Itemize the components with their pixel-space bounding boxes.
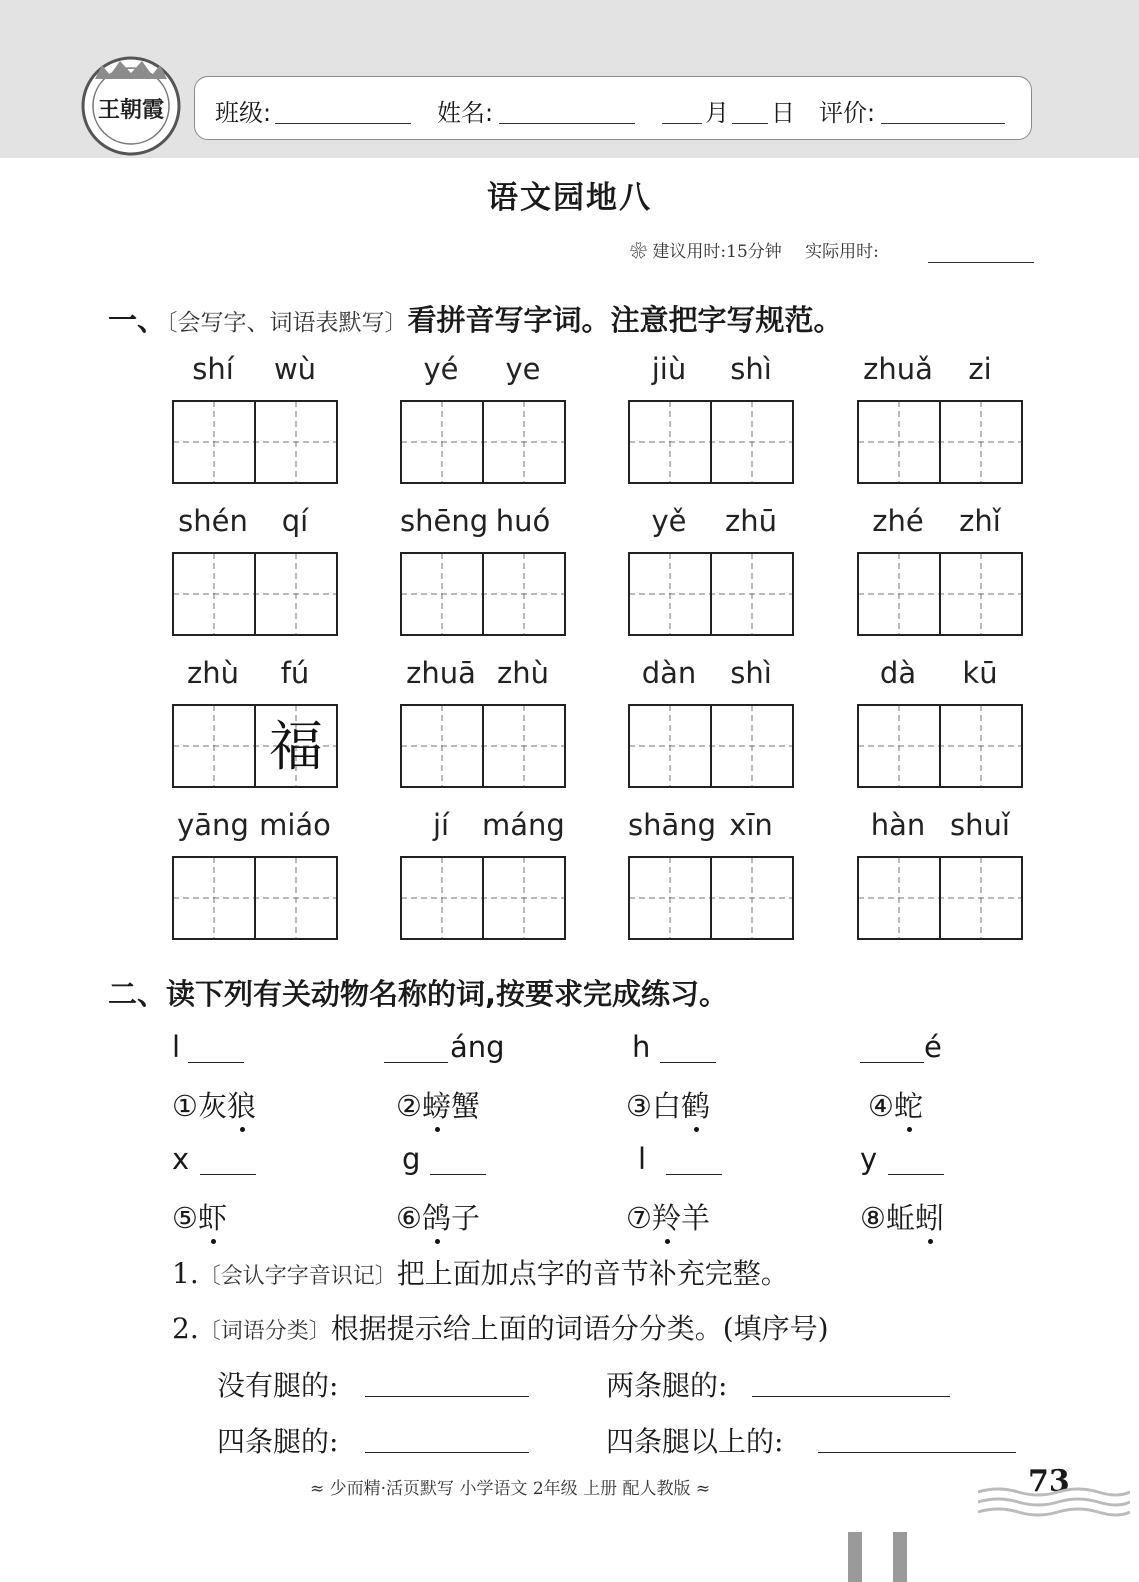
page-number: 73: [1028, 1464, 1070, 1499]
pinyin-syllable: yāng: [177, 808, 249, 842]
pinyin-blank[interactable]: [860, 1062, 924, 1063]
pinyin-syllable: wù: [273, 352, 317, 386]
writing-box[interactable]: [172, 704, 338, 788]
name-field[interactable]: [499, 123, 635, 124]
pinyin-syllable: qí: [281, 504, 309, 538]
class-label: 班级:: [215, 99, 272, 127]
writing-box[interactable]: [400, 400, 566, 484]
pinyin-syllable: shí: [192, 352, 234, 386]
pinyin-syllable: shuǐ: [950, 808, 1010, 842]
pinyin-syllable: jí: [432, 808, 450, 842]
writing-box[interactable]: [628, 856, 794, 940]
pinyin-hint: x: [172, 1142, 190, 1176]
class-field[interactable]: [275, 123, 411, 124]
pinyin-syllable: zhù: [497, 656, 549, 690]
eval-label: 评价:: [819, 99, 876, 127]
animal-word: ⑥鸽子: [396, 1201, 481, 1235]
category-four-legs-blank[interactable]: [365, 1452, 529, 1453]
category-four-legs: 四条腿的:: [217, 1425, 339, 1458]
category-no-legs-blank[interactable]: [365, 1396, 529, 1397]
pinyin-syllable: zhuā: [406, 656, 476, 690]
pinyin-syllable: zhuǎ: [863, 352, 933, 386]
pinyin-syllable: miáo: [259, 808, 331, 842]
pinyin-blank[interactable]: [660, 1062, 716, 1063]
day-label: 日: [771, 99, 795, 127]
category-more-legs: 四条腿以上的:: [606, 1425, 784, 1458]
dotted-character: 狼: [227, 1089, 257, 1123]
pinyin-syllable: hàn: [870, 808, 926, 842]
month-field[interactable]: [662, 123, 702, 124]
dotted-character: 蛇: [894, 1089, 924, 1123]
animal-word: ④蛇: [868, 1089, 924, 1123]
category-more-legs-blank[interactable]: [818, 1452, 1016, 1453]
writing-box[interactable]: [172, 400, 338, 484]
writing-box[interactable]: [400, 856, 566, 940]
pinyin-blank[interactable]: [200, 1174, 256, 1175]
dotted-character: 蚓: [915, 1201, 945, 1235]
pinyin-hint: é: [924, 1030, 942, 1064]
pinyin-syllable: xīn: [729, 808, 773, 842]
pinyin-blank[interactable]: [666, 1174, 722, 1175]
pinyin-syllable: shén: [178, 504, 248, 538]
written-character: 福: [269, 715, 323, 778]
pinyin-blank[interactable]: [430, 1174, 486, 1175]
pinyin-syllable: dàn: [641, 656, 697, 690]
writing-box[interactable]: [628, 704, 794, 788]
page-title: 语文园地八: [487, 180, 652, 216]
animal-word: ⑤虾: [172, 1201, 228, 1235]
dotted-character: 螃: [422, 1089, 452, 1123]
publisher-logo: [80, 55, 182, 157]
pinyin-syllable: huó: [495, 504, 551, 538]
pinyin-syllable: shāng: [628, 808, 717, 842]
pinyin-syllable: fú: [280, 656, 310, 690]
dotted-character: 鸽: [422, 1201, 452, 1235]
pinyin-blank[interactable]: [188, 1062, 244, 1063]
pinyin-syllable: zhū: [725, 504, 777, 538]
writing-box[interactable]: [857, 856, 1023, 940]
dotted-character: 鹤: [681, 1089, 711, 1123]
section1-instruction: 看拼音写字词。注意把字写规范。: [407, 303, 843, 337]
writing-box[interactable]: [172, 552, 338, 636]
dotted-character: 虾: [198, 1201, 228, 1235]
pinyin-blank[interactable]: [888, 1174, 944, 1175]
pinyin-syllable: shēng: [400, 504, 489, 538]
actual-time-label: 实际用时:: [805, 242, 879, 262]
writing-box[interactable]: [400, 552, 566, 636]
category-no-legs: 没有腿的:: [217, 1369, 339, 1402]
section2-heading: 二、读下列有关动物名称的词,按要求完成练习。: [108, 977, 729, 1011]
pinyin-blank[interactable]: [384, 1062, 448, 1063]
question-2: 2.〔词语分类〕根据提示给上面的词语分分类。(填序号): [172, 1312, 829, 1345]
writing-box[interactable]: [628, 552, 794, 636]
writing-box[interactable]: [857, 400, 1023, 484]
name-label: 姓名:: [437, 99, 494, 127]
actual-time-field[interactable]: [928, 262, 1034, 263]
category-two-legs: 两条腿的:: [606, 1369, 728, 1402]
pinyin-syllable: zhù: [187, 656, 239, 690]
pinyin-syllable: yě: [651, 504, 687, 538]
section1-heading: 一、〔会写字、词语表默写〕看拼音写字词。注意把字写规范。: [108, 303, 843, 337]
pinyin-hint: g: [402, 1142, 421, 1176]
page-tab-marker: [848, 1532, 862, 1582]
pinyin-hint: áng: [450, 1030, 505, 1064]
day-field[interactable]: [732, 123, 768, 124]
pinyin-syllable: zhé: [872, 504, 924, 538]
pinyin-hint: l: [172, 1030, 181, 1064]
pinyin-syllable: zhǐ: [959, 504, 1001, 538]
animal-word: ①灰狼: [172, 1089, 257, 1123]
suggested-time: 建议用时:15分钟: [652, 242, 782, 262]
flower-icon: ❀: [630, 242, 647, 262]
category-two-legs-blank[interactable]: [752, 1396, 950, 1397]
wave-decoration: [978, 1484, 1130, 1524]
question-1: 1.〔会认字字音识记〕把上面加点字的音节补充完整。: [172, 1257, 789, 1290]
page-tab-marker: [893, 1532, 907, 1582]
pinyin-syllable: ye: [505, 352, 541, 386]
animal-word: ⑧蚯蚓: [860, 1201, 945, 1235]
pinyin-syllable: shì: [730, 656, 772, 690]
pinyin-syllable: shì: [730, 352, 772, 386]
animal-word: ⑦羚羊: [626, 1201, 711, 1235]
pinyin-syllable: zi: [968, 352, 992, 386]
eval-field[interactable]: [881, 123, 1005, 124]
dotted-character: 羚: [652, 1201, 682, 1235]
logo-text: 王朝霞: [97, 97, 165, 123]
pinyin-syllable: yé: [423, 352, 459, 386]
animal-word: ③白鹤: [626, 1089, 711, 1123]
writing-box[interactable]: [628, 400, 794, 484]
pinyin-syllable: kū: [962, 656, 998, 690]
pinyin-syllable: jiù: [651, 352, 687, 386]
student-info-box: [194, 76, 1032, 140]
pinyin-hint: l: [638, 1142, 647, 1176]
animal-word: ②螃蟹: [396, 1089, 481, 1123]
writing-box[interactable]: [857, 704, 1023, 788]
pinyin-syllable: máng: [482, 808, 565, 842]
writing-box[interactable]: [172, 856, 338, 940]
writing-box[interactable]: [857, 552, 1023, 636]
pinyin-hint: y: [860, 1142, 878, 1176]
timing-info: [630, 237, 879, 262]
footer-text: ≈ 少而精·活页默写 小学语文 2年级 上册 配人教版 ≈: [310, 1479, 711, 1499]
pinyin-syllable: dà: [879, 656, 917, 690]
section1-tag: 〔会写字、词语表默写〕: [166, 310, 408, 336]
pinyin-hint: h: [632, 1030, 651, 1064]
writing-box[interactable]: [400, 704, 566, 788]
month-label: 月: [705, 99, 729, 127]
